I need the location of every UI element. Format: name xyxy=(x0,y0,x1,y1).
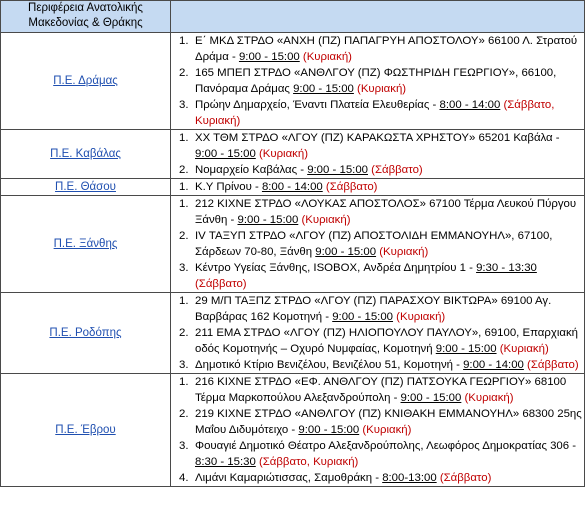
region-link[interactable]: Π.Ε. Καβάλας xyxy=(50,148,121,160)
location-address: Δημοτικό Κτίριο Βενιζέλου, Βενιζέλου 51, Κομοτηνή - xyxy=(195,359,464,371)
item-number: 1. xyxy=(179,181,189,193)
location-address: Λιμάνι Καμαριώτισσας, Σαμοθράκη - xyxy=(195,472,383,484)
locations-cell xyxy=(171,179,585,196)
location-address: 212 ΚΙΧΝΕ ΣΤΡΔΟ «ΛΟΥΚΑΣ ΑΠΟΣΤΟΛΟΣ» 67100 Τέρμα Λευκού Πύργου Ξάνθη - xyxy=(195,198,577,226)
region-link[interactable]: Π.Ε. Θάσου xyxy=(55,181,116,193)
table-row xyxy=(1,293,585,374)
locations-cell xyxy=(171,293,585,374)
table-row xyxy=(1,130,585,179)
table-row xyxy=(1,374,585,487)
region-cell xyxy=(1,179,171,196)
list-item xyxy=(171,97,582,129)
opening-hours: 9:00 - 15:00 xyxy=(400,392,462,404)
list-item xyxy=(171,179,582,195)
opening-hours: 8:00-13:00 xyxy=(382,472,437,484)
table-row xyxy=(1,196,585,293)
item-number: 1. xyxy=(179,295,189,307)
list-item xyxy=(171,162,582,178)
item-number: 2. xyxy=(179,327,189,339)
open-days: (Κυριακή) xyxy=(299,51,352,63)
opening-hours: 9:00 - 14:00 xyxy=(463,359,524,371)
opening-hours: 8:00 - 14:00 xyxy=(261,181,323,193)
location-address: Κ.Υ Πρίνου - xyxy=(195,181,262,193)
table-header-row xyxy=(1,1,585,33)
item-number: 2. xyxy=(179,230,189,242)
item-number: 3. xyxy=(179,262,189,274)
open-days: (Σάββατο) xyxy=(322,181,378,193)
location-address: Φουαγιέ Δημοτικό Θέατρο Αλεξανδρούπολης, Λεωφόρος Δημοκρατίας 306 - xyxy=(195,440,577,452)
location-address: Νομαρχείο Καβάλας - xyxy=(195,164,308,176)
location-address: 216 ΚΙΧΝΕ ΣΤΡΔΟ «ΕΦ. ΑΝΘΛΓΟΥ (ΠΖ) ΠΑΤΣΟΥΚΑ ΓΕΩΡΓΙΟΥ» 68100 Τέρμα Μαρκοπούλου Αλεξανδρούπολη - xyxy=(195,376,567,404)
open-days: (Κυριακή) xyxy=(461,392,514,404)
list-item xyxy=(171,470,582,486)
opening-hours: 9:00 - 15:00 xyxy=(332,311,394,323)
locations-list xyxy=(171,33,582,129)
item-number: 3. xyxy=(179,99,189,111)
list-item xyxy=(171,374,582,406)
open-days: (Κυριακή) xyxy=(393,311,446,323)
locations-list xyxy=(171,130,582,178)
location-address: IV ΤΑΞΥΠ ΣΤΡΔΟ «ΛΓΟΥ (ΠΖ) ΑΠΟΣΤΟΛΙΔΗ ΕΜΜΑΝΟΥΗΛ», 67100, Σάρδεων 70-80, Ξάνθη xyxy=(195,230,553,258)
item-number: 3. xyxy=(179,440,189,452)
open-days: (Κυριακή) xyxy=(359,424,412,436)
list-item xyxy=(171,228,582,260)
open-days: (Σάββατο) xyxy=(195,278,247,290)
open-days: (Κυριακή) xyxy=(376,246,429,258)
open-days: (Κυριακή) xyxy=(255,148,309,160)
open-days: (Κυριακή) xyxy=(298,214,351,226)
opening-hours: 9:00 - 15:00 xyxy=(435,343,497,355)
item-number: 2. xyxy=(179,67,189,79)
list-item xyxy=(171,406,582,438)
locations-list xyxy=(171,179,582,195)
header-region-cell xyxy=(1,1,171,33)
location-address: ΧΧ ΤΘΜ ΣΤΡΔΟ «ΛΓΟΥ (ΠΖ) ΚΑΡΑΚΩΣΤΑ ΧΡΗΣΤΟΥ» 65201 Καβάλα - xyxy=(195,132,560,144)
header-title-line2: Μακεδονίας & Θράκης xyxy=(28,17,143,29)
locations-list xyxy=(171,196,582,292)
region-cell xyxy=(1,293,171,374)
open-days: (Σάββατο, Κυριακή) xyxy=(255,456,359,468)
item-number: 1. xyxy=(179,198,189,210)
list-item xyxy=(171,357,582,373)
list-item xyxy=(171,438,582,470)
item-number: 2. xyxy=(179,164,189,176)
item-number: 1. xyxy=(179,132,189,144)
open-days: (Κυριακή) xyxy=(496,343,549,355)
region-cell xyxy=(1,130,171,179)
opening-hours: 9:00 - 15:00 xyxy=(293,83,354,95)
locations-list xyxy=(171,293,582,373)
opening-hours: 8:30 - 15:30 xyxy=(195,456,256,468)
opening-hours: 9:30 - 13:30 xyxy=(476,262,537,274)
locations-cell xyxy=(171,33,585,130)
list-item xyxy=(171,65,582,97)
open-days: (Σάββατο) xyxy=(436,472,492,484)
region-cell xyxy=(1,33,171,130)
region-link[interactable]: Π.Ε. Ξάνθης xyxy=(53,238,118,250)
item-number: 1. xyxy=(179,35,189,47)
opening-hours: 9:00 - 15:00 xyxy=(238,51,300,63)
item-number: 1. xyxy=(179,376,189,388)
location-address: Κέντρο Υγείας Ξάνθης, ISOBOX, Ανδρέα Δημητρίου 1 - xyxy=(195,262,477,274)
item-number: 2. xyxy=(179,408,189,420)
header-title-line1: Περιφέρεια Ανατολικής xyxy=(28,2,143,14)
table-row xyxy=(1,179,585,196)
open-days: (Σάββατο) xyxy=(523,359,579,371)
region-link[interactable]: Π.Ε. Έβρου xyxy=(55,424,116,436)
region-cell xyxy=(1,374,171,487)
region-link[interactable]: Π.Ε. Δράμας xyxy=(53,75,118,87)
opening-hours: 9:00 - 15:00 xyxy=(315,246,377,258)
locations-cell xyxy=(171,196,585,293)
list-item xyxy=(171,325,582,357)
locations-cell xyxy=(171,374,585,487)
region-link[interactable]: Π.Ε. Ροδόπης xyxy=(49,327,122,339)
location-address: 165 ΜΠΕΠ ΣΤΡΔΟ «ΑΝΘΛΓΟΥ (ΠΖ) ΦΩΣΤΗΡΙΔΗ ΓΕΩΡΓΙΟΥ», 66100, Πανόραμα Δράμας xyxy=(195,67,557,95)
list-item xyxy=(171,130,582,162)
header-locations-cell xyxy=(171,1,585,33)
location-address: Πρώην Δημαρχείο, Έναντι Πλατεία Ελευθερίας - xyxy=(195,99,440,111)
region-cell xyxy=(1,196,171,293)
table-row xyxy=(1,33,585,130)
opening-hours: 9:00 - 15:00 xyxy=(195,148,256,160)
open-days: (Σάββατο) xyxy=(367,164,423,176)
item-number: 3. xyxy=(179,359,189,371)
open-days: (Σάββατο, Κυριακή) xyxy=(195,99,555,127)
location-address: Ε΄ ΜΚΔ ΣΤΡΔΟ «ΑΝΧΗ (ΠΖ) ΠΑΠΑΓΡΥΗ ΑΠΟΣΤΟΛΟΥ» 66100 Λ. Στρατού Δράμα - xyxy=(195,35,578,63)
location-address: 211 ΕΜΑ ΣΤΡΔΟ «ΛΓΟΥ (ΠΖ) ΗΛΙΟΠΟΥΛΟΥ ΠΑΥΛΟΥ», 69100, Επαρχιακή οδός Κομοτηνής – Οχυρό Νυμφαίας, Κομοτηνή xyxy=(195,327,578,355)
list-item xyxy=(171,260,582,292)
open-days: (Κυριακή) xyxy=(353,83,407,95)
opening-hours: 9:00 - 15:00 xyxy=(237,214,299,226)
list-item xyxy=(171,33,582,65)
locations-list xyxy=(171,374,582,486)
location-address: 219 ΚΙΧΝΕ ΣΤΡΔΟ «ΑΝΘΛΓΟΥ (ΠΖ) ΚΝΙΘΑΚΗ ΕΜΜΑΝΟΥΗΛ» 68300 25ης Μαΐου Διδυμότειχο - xyxy=(195,408,582,436)
opening-hours: 8:00 - 14:00 xyxy=(439,99,501,111)
location-address: 29 Μ/Π ΤΑΞΠΖ ΣΤΡΔΟ «ΛΓΟΥ (ΠΖ) ΠΑΡΑΣΧΟΥ ΒΙΚΤΩΡΑ» 69100 Αγ. Βαρβάρας 162 Κομοτηνή - xyxy=(195,295,552,323)
opening-hours: 9:00 - 15:00 xyxy=(298,424,360,436)
list-item xyxy=(171,196,582,228)
opening-hours: 9:00 - 15:00 xyxy=(307,164,368,176)
list-item xyxy=(171,293,582,325)
locations-cell xyxy=(171,130,585,179)
item-number: 4. xyxy=(179,472,189,484)
